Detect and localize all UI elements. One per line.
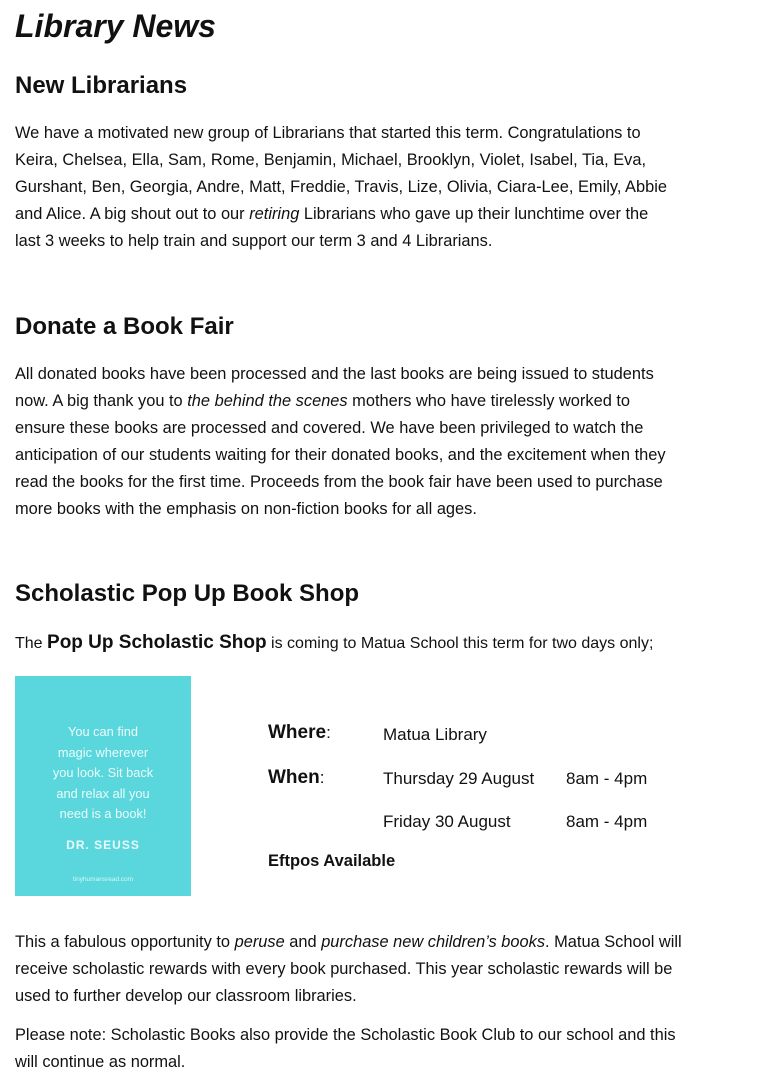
popup-intro: The Pop Up Scholastic Shop is coming to Matua School this term for two days only; (15, 632, 654, 653)
when-date-1: Thursday 29 August (383, 769, 535, 788)
text-line: and Alice. A big shout out to our retiring Librarians who gave up their lunchtime over the (15, 205, 649, 223)
when-time-1: 8am - 4pm (566, 769, 648, 788)
poster-site: tinyhumansread.com (72, 876, 134, 883)
text-line: last 3 weeks to help train and support our term 3 and 4 Librarians. (15, 232, 493, 250)
text-line: more books with the emphasis on non-fiction books for all ages. (15, 500, 477, 518)
text-line: Gurshant, Ben, Georgia, Andre, Matt, Freddie, Travis, Lize, Olivia, Ciara-Lee, Emily, Abbie (15, 178, 667, 196)
text-line: read the books for the first time. Proceeds from the book fair have been used to purchase (15, 473, 663, 491)
text-line: We have a motivated new group of Librarians that started this term. Congratulations to (15, 124, 641, 142)
page-title: Library News (15, 8, 216, 44)
text-line: receive scholastic rewards with every book purchased. This year scholastic rewards will be (15, 960, 673, 978)
where-value: Matua Library (383, 725, 487, 744)
when-date-2: Friday 30 August (383, 812, 511, 831)
when-time-2: 8am - 4pm (566, 812, 648, 831)
text-line: anticipation of our students waiting for their donated books, and the excitement when they (15, 446, 666, 464)
poster-author: DR. SEUSS (66, 838, 140, 852)
librarians-paragraph (15, 120, 775, 255)
text-line: All donated books have been processed and the last books are being issued to students (15, 365, 654, 383)
text-line: will continue as normal. (15, 1053, 186, 1071)
text-line: now. A big thank you to the behind the scenes mothers who have tirelessly worked to (15, 392, 631, 410)
poster-quote: You can find magic wherever you look. Sit back and relax all you need is a book! (52, 724, 154, 821)
bookfair-heading: Donate a Book Fair (15, 313, 234, 340)
bookfair-paragraph (15, 361, 775, 523)
text-line: ensure these books are processed and covered. We have been privileged to watch the (15, 419, 644, 437)
text-line: used to further develop our classroom libraries. (15, 987, 357, 1005)
seuss-quote-poster (15, 676, 191, 896)
librarians-heading: New Librarians (15, 72, 188, 99)
text-line: Please note: Scholastic Books also provide the Scholastic Book Club to our school and this (15, 1026, 676, 1044)
text-line: This a fabulous opportunity to peruse and purchase new children’s books. Matua School will (15, 933, 682, 951)
eftpos-note: Eftpos Available (268, 852, 396, 870)
when-label: When: (268, 767, 325, 788)
text-line: Keira, Chelsea, Ella, Sam, Rome, Benjamin, Michael, Brooklyn, Violet, Isabel, Tia, Eva, (15, 151, 647, 169)
note-paragraph (15, 1022, 775, 1076)
where-label: Where: (268, 722, 331, 743)
popup-heading: Scholastic Pop Up Book Shop (15, 580, 360, 607)
popup-paragraph (15, 929, 775, 1010)
